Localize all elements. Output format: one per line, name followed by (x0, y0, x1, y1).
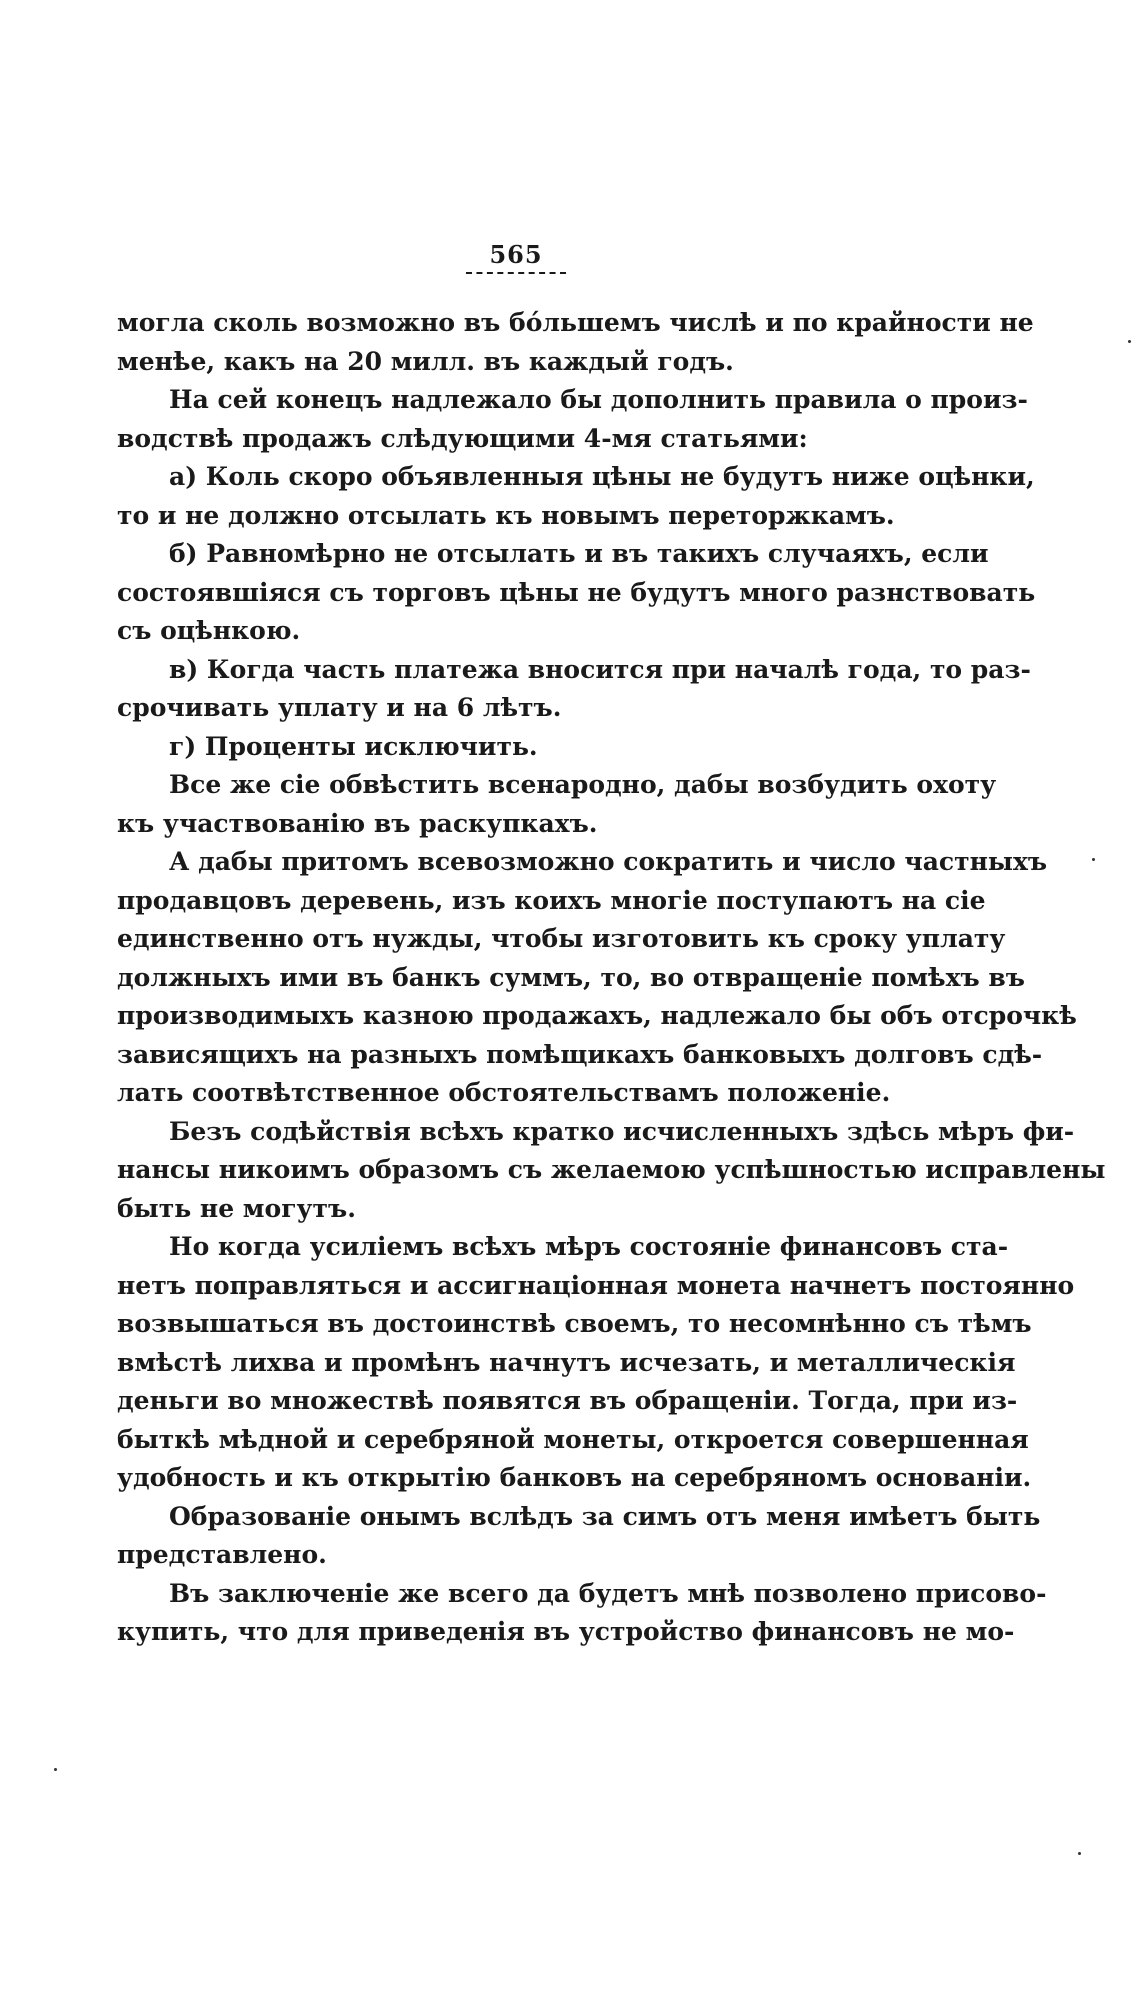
text-line: то и не должно отсылать къ новымъ переторжкамъ. (117, 500, 895, 530)
text-line: б) Равномѣрно не отсылать и въ такихъ случаяхъ, если (169, 539, 989, 568)
page-number: 565 (489, 240, 543, 269)
text-line: г) Проценты исключить. (169, 731, 538, 761)
text-line: быть не могутъ. (117, 1193, 356, 1223)
text-line: Все же сіе обвѣстить всенародно, дабы возбудить охоту (169, 770, 997, 799)
text-line: а) Коль скоро объявленныя цѣны не будутъ ниже оцѣнки, (169, 462, 1035, 491)
text-line: удобность и къ открытію банковъ на серебряномъ основаніи. (117, 1463, 1032, 1492)
text-line: вмѣстѣ лихва и промѣнъ начнутъ исчезать, и металлическія (117, 1347, 1016, 1377)
text-line: срочивать уплату и на 6 лѣтъ. (117, 693, 562, 722)
text-line: возвышаться въ достоинствѣ своемъ, то несомнѣнно съ тѣмъ (117, 1309, 1032, 1338)
text-line: представлено. (117, 1540, 327, 1569)
text-line: А дабы притомъ всевозможно сократить и число частныхъ (169, 847, 1048, 876)
text-line: в) Когда часть платежа вносится при началѣ года, то раз- (169, 654, 1031, 684)
text-line: Безъ содѣйствія всѣхъ кратко исчисленныхъ здѣсь мѣръ фи- (169, 1116, 1075, 1146)
text-line: купить, что для приведенія въ устройство финансовъ не мо- (117, 1617, 1015, 1646)
text-line: Но когда усиліемъ всѣхъ мѣръ состояніе финансовъ ста- (169, 1232, 1009, 1261)
text-line: должныхъ ими въ банкъ суммъ, то, во отвращеніе помѣхъ въ (117, 962, 1025, 992)
text-line: могла сколь возможно въ бо́льшемъ числѣ и по крайности не (117, 308, 1034, 337)
text-line: къ участвованію въ раскупкахъ. (117, 808, 598, 838)
text-line: нетъ поправляться и ассигнаціонная монета начнетъ постоянно (117, 1270, 1075, 1300)
text-line: состоявшіяся съ торговъ цѣны не будутъ много разнствовать (117, 577, 1036, 607)
text-line: Въ заключеніе же всего да будетъ мнѣ позволено присово- (169, 1578, 1047, 1608)
text-line: зависящихъ на разныхъ помѣщикахъ банковыхъ долговъ сдѣ- (117, 1039, 1043, 1069)
body-text (117, 304, 1106, 1652)
text-line: съ оцѣнкою. (117, 616, 301, 645)
text-line: водствѣ продажъ слѣдующими 4-мя статьями: (117, 423, 808, 453)
scan-speck (54, 1768, 57, 1771)
text-line: производимыхъ казною продажахъ, надлежало бы объ отсрочкѣ (117, 1001, 1077, 1030)
text-line: менѣе, какъ на 20 милл. въ каждый годъ. (117, 346, 734, 376)
text-line: единственно отъ нужды, чтобы изготовить къ сроку уплату (117, 924, 1006, 953)
text-line: нансы никоимъ образомъ съ желаемою успѣшностью исправлены (117, 1155, 1106, 1184)
scan-speck (1092, 858, 1095, 861)
page-number-rule (466, 272, 566, 274)
text-line: лать соотвѣтственное обстоятельствамъ положеніе. (117, 1078, 891, 1107)
text-line: деньги во множествѣ появятся въ обращеніи. Тогда, при из- (117, 1386, 1018, 1415)
scan-speck (1128, 340, 1131, 343)
text-line: На сей конецъ надлежало бы дополнить правила о произ- (169, 385, 1028, 414)
text-line: продавцовъ деревень, изъ коихъ многіе поступаютъ на сіе (117, 885, 986, 915)
text-line: Образованіе онымъ вслѣдъ за симъ отъ меня имѣетъ быть (169, 1501, 1041, 1531)
scan-speck (1078, 1852, 1081, 1855)
text-line: быткѣ мѣдной и серебряной монеты, откроется совершенная (117, 1424, 1029, 1454)
